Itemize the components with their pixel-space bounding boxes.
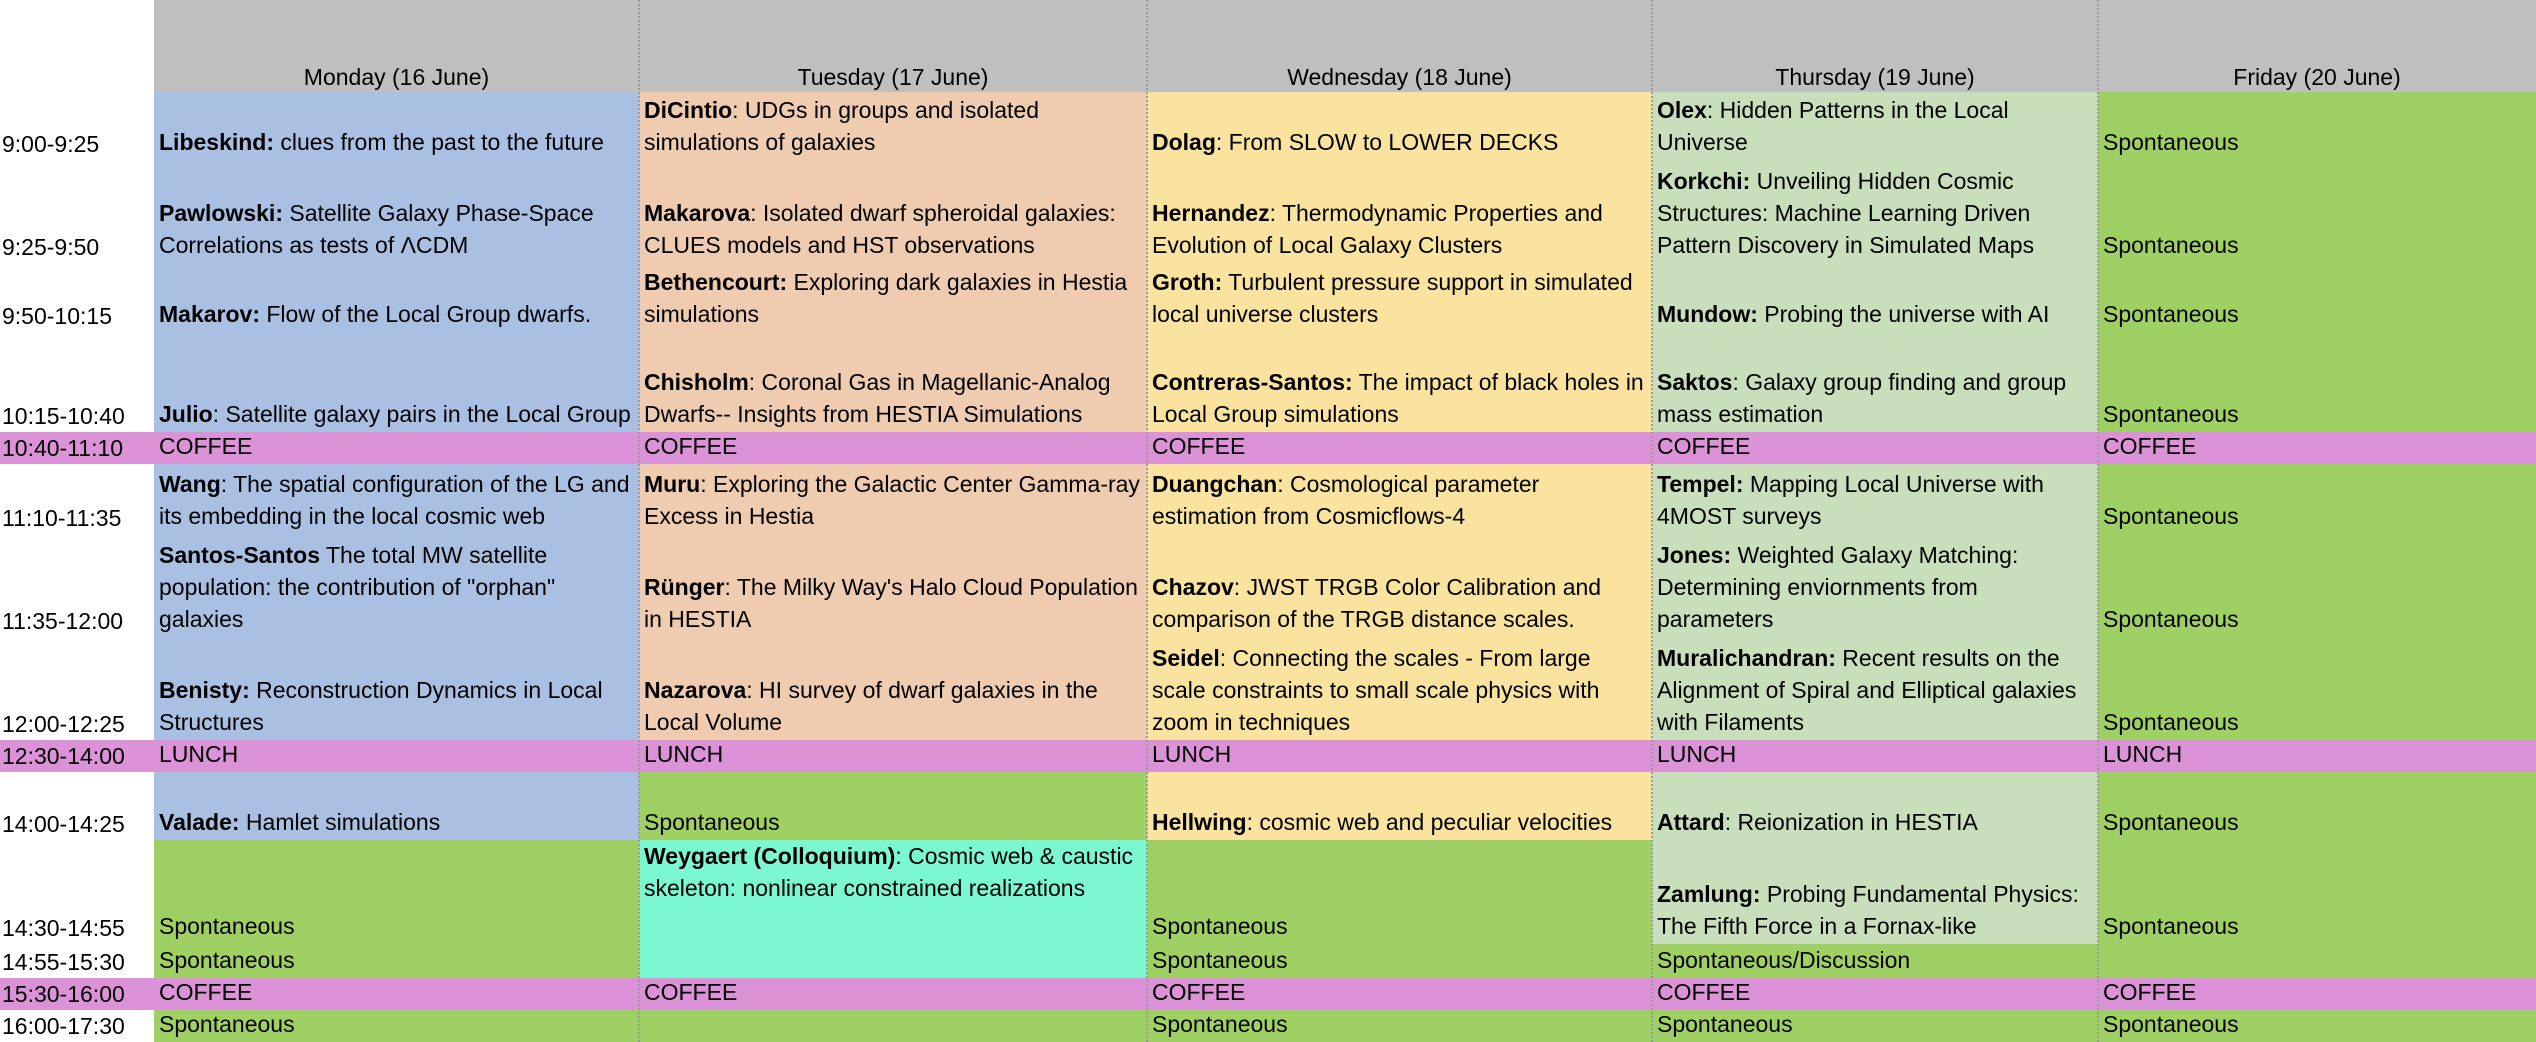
talk-cell: Groth: Turbulent pressure support in simulated local universe clusters (1147, 263, 1652, 332)
spontaneous-cell (639, 1010, 1147, 1042)
talk-cell: Makarova: Isolated dwarf spheroidal galaxies: CLUES models and HST observations (639, 160, 1147, 263)
talk-cell: Libeskind: clues from the past to the future (154, 92, 639, 160)
lunch-cell: LUNCH (1657, 741, 1737, 767)
coffee-cell: COFFEE (1152, 433, 1246, 459)
time-slot: 12:00-12:25 (0, 637, 154, 740)
spontaneous-cell: Spontaneous (2098, 92, 2536, 160)
time-slot: 10:40-11:10 (2, 435, 124, 461)
spontaneous-cell: Spontaneous (2098, 464, 2536, 534)
coffee-cell: COFFEE (2103, 979, 2197, 1005)
header-wednesday: Wednesday (18 June) (1147, 0, 1652, 92)
spontaneous-cell: Spontaneous (1147, 1010, 1652, 1042)
lunch-cell: LUNCH (159, 741, 239, 767)
talk-cell: Julio: Satellite galaxy pairs in the Local Group (154, 332, 639, 432)
time-slot: 14:30-14:55 (0, 840, 154, 944)
talk-cell: Chisholm: Coronal Gas in Magellanic-Analog Dwarfs-- Insights from HESTIA Simulations (639, 332, 1147, 432)
talk-cell: Saktos: Galaxy group finding and group mass estimation (1652, 332, 2098, 432)
column-divider (1146, 0, 1148, 1042)
talk-cell: DiCintio: UDGs in groups and isolated simulations of galaxies (639, 92, 1147, 160)
talk-cell: Zamlung: Probing Fundamental Physics: The Fifth Force in a Fornax-like (1652, 840, 2098, 944)
lunch-cell: LUNCH (2103, 741, 2183, 767)
time-slot: 11:35-12:00 (0, 534, 154, 637)
talk-cell: Jones: Weighted Galaxy Matching: Determining enviornments from parameters (1652, 534, 2098, 637)
spontaneous-cell: Spontaneous (2098, 772, 2536, 840)
talk-cell: Contreras-Santos: The impact of black holes in Local Group simulations (1147, 332, 1652, 432)
time-slot: 15:30-16:00 (2, 981, 125, 1007)
talk-cell: Hernandez: Thermodynamic Properties and Evolution of Local Galaxy Clusters (1147, 160, 1652, 263)
time-slot: 10:15-10:40 (0, 332, 154, 432)
coffee-cell: COFFEE (1657, 433, 1751, 459)
time-slot: 14:00-14:25 (0, 772, 154, 840)
talk-cell: Muru: Exploring the Galactic Center Gamma-ray Excess in Hestia (639, 464, 1147, 534)
talk-cell: Wang: The spatial configuration of the LG and its embedding in the local cosmic web (154, 464, 639, 534)
talk-cell: Olex: Hidden Patterns in the Local Universe (1652, 92, 2098, 160)
time-slot: 11:10-11:35 (0, 464, 154, 534)
time-slot: 14:55-15:30 (0, 944, 154, 978)
spontaneous-cell: Spontaneous (1147, 840, 1652, 944)
talk-cell: Valade: Hamlet simulations (154, 772, 639, 840)
spontaneous-cell: Spontaneous (154, 840, 639, 944)
talk-cell: Nazarova: HI survey of dwarf galaxies in the Local Volume (639, 637, 1147, 740)
column-divider (638, 0, 640, 1042)
talk-cell: Seidel: Connecting the scales - From large scale constraints to small scale physics with zoom in techniques (1147, 637, 1652, 740)
talk-cell: Mundow: Probing the universe with AI (1652, 263, 2098, 332)
header-blank (0, 0, 154, 92)
column-divider (1651, 0, 1653, 1042)
time-slot: 12:30-14:00 (2, 743, 125, 769)
talk-cell: Korkchi: Unveiling Hidden Cosmic Structures: Machine Learning Driven Pattern Discovery in Simulated Maps (1652, 160, 2098, 263)
time-slot: 9:50-10:15 (0, 263, 154, 332)
coffee-cell: COFFEE (1657, 979, 1751, 1005)
spontaneous-cell: Spontaneous (2098, 263, 2536, 332)
header-tuesday: Tuesday (17 June) (639, 0, 1147, 92)
spontaneous-cell: Spontaneous (1147, 944, 1652, 978)
coffee-cell: COFFEE (1152, 979, 1246, 1005)
time-slot: 9:25-9:50 (0, 160, 154, 263)
spontaneous-cell: Spontaneous (2098, 840, 2536, 944)
header-friday: Friday (20 June) (2098, 0, 2536, 92)
header-thursday: Thursday (19 June) (1652, 0, 2098, 92)
header-monday: Monday (16 June) (154, 0, 639, 92)
discussion-cell: Spontaneous/Discussion (1652, 944, 2098, 978)
spontaneous-cell: Spontaneous (2098, 534, 2536, 637)
column-divider (2097, 0, 2099, 1042)
lunch-cell: LUNCH (644, 741, 724, 767)
spontaneous-cell: Spontaneous (154, 1010, 639, 1042)
lunch-cell: LUNCH (1152, 741, 1232, 767)
coffee-cell: COFFEE (644, 433, 738, 459)
talk-cell: Pawlowski: Satellite Galaxy Phase-Space Correlations as tests of ΛCDM (154, 160, 639, 263)
talk-cell: Hellwing: cosmic web and peculiar velocities (1147, 772, 1652, 840)
spontaneous-cell: Spontaneous (2098, 160, 2536, 263)
spontaneous-cell: Spontaneous (2098, 1010, 2536, 1042)
coffee-cell: COFFEE (159, 979, 253, 1005)
coffee-cell: COFFEE (159, 433, 253, 459)
talk-cell: Benisty: Reconstruction Dynamics in Local Structures (154, 637, 639, 740)
talk-cell: Dolag: From SLOW to LOWER DECKS (1147, 92, 1652, 160)
talk-cell: Tempel: Mapping Local Universe with 4MOST surveys (1652, 464, 2098, 534)
coffee-cell: COFFEE (644, 979, 738, 1005)
talk-cell: Rünger: The Milky Way's Halo Cloud Population in HESTIA (639, 534, 1147, 637)
spontaneous-cell: Spontaneous (2098, 332, 2536, 432)
talk-cell: Muralichandran: Recent results on the Alignment of Spiral and Elliptical galaxies with Filaments (1652, 637, 2098, 740)
talk-cell: Santos-Santos The total MW satellite population: the contribution of "orphan" galaxies (154, 534, 639, 637)
time-slot: 16:00-17:30 (0, 1010, 154, 1042)
talk-cell: Chazov: JWST TRGB Color Calibration and comparison of the TRGB distance scales. (1147, 534, 1652, 637)
spontaneous-cell: Spontaneous (154, 944, 639, 978)
coffee-cell: COFFEE (2103, 433, 2197, 459)
talk-cell: Attard: Reionization in HESTIA (1652, 772, 2098, 840)
spontaneous-cell: Spontaneous (1652, 1010, 2098, 1042)
time-slot: 9:00-9:25 (0, 92, 154, 160)
colloquium-cell: Weygaert (Colloquium): Cosmic web & caustic skeleton: nonlinear constrained realizations (639, 840, 1147, 978)
talk-cell: Makarov: Flow of the Local Group dwarfs. (154, 263, 639, 332)
talk-cell: Duangchan: Cosmological parameter estimation from Cosmicflows-4 (1147, 464, 1652, 534)
spontaneous-cell (2098, 944, 2536, 978)
talk-cell: Bethencourt: Exploring dark galaxies in Hestia simulations (639, 263, 1147, 332)
spontaneous-cell: Spontaneous (2098, 637, 2536, 740)
spontaneous-cell: Spontaneous (639, 772, 1147, 840)
